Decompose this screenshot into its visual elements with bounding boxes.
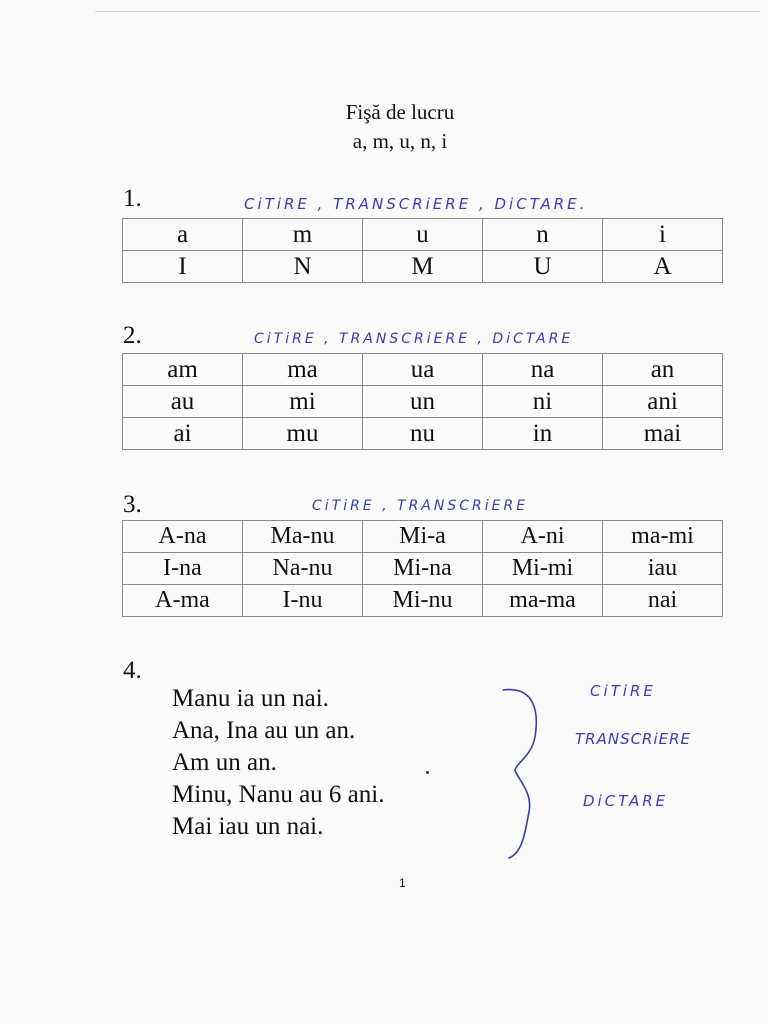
table-cell: Ma-nu bbox=[243, 521, 363, 553]
table-cell: u bbox=[363, 219, 483, 251]
table-cell: Mi-na bbox=[363, 553, 483, 585]
words-table bbox=[122, 520, 723, 617]
table-row bbox=[123, 386, 723, 418]
table-row bbox=[123, 585, 723, 617]
table-cell: m bbox=[243, 219, 363, 251]
table-cell: Na-nu bbox=[243, 553, 363, 585]
table-cell: in bbox=[483, 418, 603, 450]
side-note-dictation: DiCTARE bbox=[583, 792, 669, 810]
table-cell: A-na bbox=[123, 521, 243, 553]
page-title: Fişă de lucru bbox=[345, 100, 455, 124]
letters-table bbox=[122, 218, 723, 283]
side-note-transcription: TRANSCRiERE bbox=[575, 730, 692, 748]
reading-text bbox=[172, 683, 384, 843]
table-row bbox=[123, 251, 723, 283]
table-cell: Mi-mi bbox=[483, 553, 603, 585]
table-cell: I-nu bbox=[243, 585, 363, 617]
table-cell: na bbox=[483, 354, 603, 386]
text-line: Am un an. bbox=[172, 749, 277, 776]
page-edge-line bbox=[95, 11, 760, 12]
table-cell: A bbox=[603, 251, 723, 283]
table-row bbox=[123, 553, 723, 585]
table-cell: a bbox=[123, 219, 243, 251]
table-cell: mu bbox=[243, 418, 363, 450]
table-cell: ma-mi bbox=[603, 521, 723, 553]
side-note-reading: CiTiRE bbox=[590, 682, 656, 700]
table-cell: ma-ma bbox=[483, 585, 603, 617]
table-row bbox=[123, 521, 723, 553]
table-cell: un bbox=[363, 386, 483, 418]
table-cell: A-ma bbox=[123, 585, 243, 617]
table-cell: au bbox=[123, 386, 243, 418]
table-cell: am bbox=[123, 354, 243, 386]
curly-brace-icon bbox=[495, 682, 545, 862]
table-cell: n bbox=[483, 219, 603, 251]
table-cell: nu bbox=[363, 418, 483, 450]
text-line: Mai iau un nai. bbox=[172, 813, 324, 840]
table-cell: ani bbox=[603, 386, 723, 418]
table-cell: mi bbox=[243, 386, 363, 418]
table-cell: N bbox=[243, 251, 363, 283]
table-row bbox=[123, 219, 723, 251]
section-1-annotation: CiTiRE , TRANSCRiERE , DiCTARE. bbox=[244, 195, 588, 213]
table-cell: i bbox=[603, 219, 723, 251]
text-line: Manu ia un nai. bbox=[172, 685, 329, 712]
table-row bbox=[123, 354, 723, 386]
page-subtitle: a, m, u, n, i bbox=[352, 129, 448, 153]
table-cell: nai bbox=[603, 585, 723, 617]
table-cell: iau bbox=[603, 553, 723, 585]
section-3-number: 3. bbox=[123, 491, 142, 518]
table-row bbox=[123, 418, 723, 450]
table-cell: ai bbox=[123, 418, 243, 450]
table-cell: U bbox=[483, 251, 603, 283]
table-cell: ni bbox=[483, 386, 603, 418]
table-cell: Mi-nu bbox=[363, 585, 483, 617]
table-cell: mai bbox=[603, 418, 723, 450]
table-cell: I-na bbox=[123, 553, 243, 585]
section-2-number: 2. bbox=[123, 322, 142, 349]
table-cell: ma bbox=[243, 354, 363, 386]
section-1-number: 1. bbox=[123, 185, 142, 212]
table-cell: M bbox=[363, 251, 483, 283]
section-3-annotation: CiTiRE , TRANSCRiERE bbox=[312, 498, 529, 514]
table-cell: I bbox=[123, 251, 243, 283]
page-number: 1 bbox=[399, 876, 406, 890]
text-line: Ana, Ina au un an. bbox=[172, 717, 356, 744]
table-cell: A-ni bbox=[483, 521, 603, 553]
table-cell: ua bbox=[363, 354, 483, 386]
ink-speck bbox=[426, 771, 429, 774]
syllables-table bbox=[122, 353, 723, 450]
table-cell: an bbox=[603, 354, 723, 386]
section-2-annotation: CiTiRE , TRANSCRiERE , DiCTARE bbox=[254, 331, 574, 347]
text-line: Minu, Nanu au 6 ani. bbox=[172, 781, 385, 808]
table-cell: Mi-a bbox=[363, 521, 483, 553]
section-4-number: 4. bbox=[123, 657, 142, 684]
